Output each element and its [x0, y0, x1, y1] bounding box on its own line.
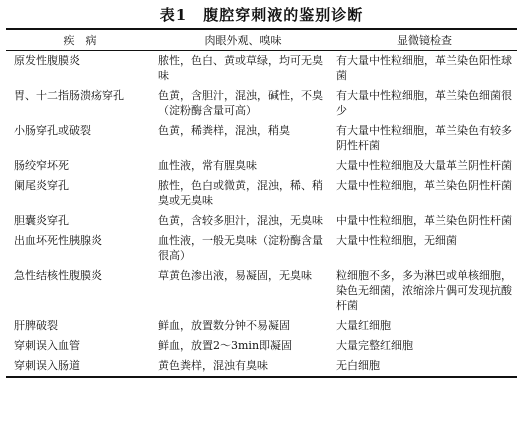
microscopy-cell: 大量中性粒细胞，革兰染色阴性杆菌: [336, 179, 512, 192]
table-row: [6, 121, 517, 156]
disease-cell: 肠绞窄坏死: [14, 159, 69, 172]
table-row: [6, 156, 517, 176]
header-appearance-odor: 肉眼外观、嗅味: [204, 33, 282, 47]
table-row: [6, 356, 517, 377]
table-row: [6, 86, 517, 121]
table-row: [6, 231, 517, 266]
diagnosis-table: [6, 28, 517, 378]
table-row: [6, 211, 517, 231]
disease-cell: 出血坏死性胰腺炎: [14, 234, 102, 247]
microscopy-cell: 大量中性粒细胞，无细菌: [336, 234, 457, 247]
microscopy-cell: 粒细胞不多，多为淋巴或单核细胞，染色无细菌，浓缩涂片偶可发现抗酸杆菌: [336, 269, 512, 312]
appearance-cell: 色黄，稀粪样，混浊，稍臭: [158, 124, 290, 137]
disease-cell: 肝脾破裂: [14, 319, 58, 332]
disease-cell: 阑尾炎穿孔: [14, 179, 69, 192]
appearance-cell: 血性液，常有腥臭味: [158, 159, 257, 172]
appearance-cell: 脓性，色白、黄或草绿，均可无臭味: [158, 54, 323, 82]
disease-cell: 急性结核性腹膜炎: [14, 269, 102, 282]
table-row: [6, 316, 517, 336]
appearance-cell: 黄色粪样，混浊有臭味: [158, 359, 268, 372]
disease-cell: 胃、十二指肠溃疡穿孔: [14, 89, 124, 102]
disease-cell: 原发性腹膜炎: [14, 54, 80, 67]
microscopy-cell: 大量红细胞: [336, 319, 391, 332]
microscopy-cell: 有大量中性粒细胞，革兰染色有较多阴性杆菌: [336, 124, 512, 152]
appearance-cell: 色黄，含较多胆汁，混浊，无臭味: [158, 214, 323, 227]
disease-cell: 穿刺误入血管: [14, 339, 80, 352]
header-disease: 疾 病: [63, 33, 97, 47]
disease-cell: 穿刺误入肠道: [14, 359, 80, 372]
appearance-cell: 色黄，含胆汁，混浊，碱性，不臭（淀粉酶含量可高）: [158, 89, 323, 117]
table-title: 表1 腹腔穿刺液的鉴别诊断: [159, 6, 364, 24]
appearance-cell: 血性液，一般无臭味（淀粉酶含量很高）: [158, 234, 323, 262]
disease-cell: 胆囊炎穿孔: [14, 214, 69, 227]
microscopy-cell: 中量中性粒细胞，革兰染色阴性杆菌: [336, 214, 512, 227]
microscopy-cell: 有大量中性粒细胞，革兰染色细菌很少: [336, 89, 512, 117]
table-row: [6, 336, 517, 356]
disease-cell: 小肠穿孔或破裂: [14, 124, 91, 137]
appearance-cell: 脓性，色白或微黄，混浊，稀、稍臭或无臭味: [158, 179, 323, 207]
table-row: [6, 51, 517, 87]
appearance-cell: 草黄色渗出液，易凝固，无臭味: [158, 269, 312, 282]
microscopy-cell: 有大量中性粒细胞，革兰染色阳性球菌: [336, 54, 512, 82]
table-header-row: [6, 29, 517, 51]
microscopy-cell: 大量中性粒细胞及大量革兰阴性杆菌: [336, 159, 512, 172]
microscopy-cell: 无白细胞: [336, 359, 380, 372]
appearance-cell: 鲜血，放置数分钟不易凝固: [158, 319, 290, 332]
table-row: [6, 266, 517, 316]
appearance-cell: 鲜血，放置2～3min即凝固: [158, 339, 293, 352]
microscopy-cell: 大量完整红细胞: [336, 339, 413, 352]
table-row: [6, 176, 517, 211]
header-microscopy: 显微镜检查: [397, 33, 452, 47]
